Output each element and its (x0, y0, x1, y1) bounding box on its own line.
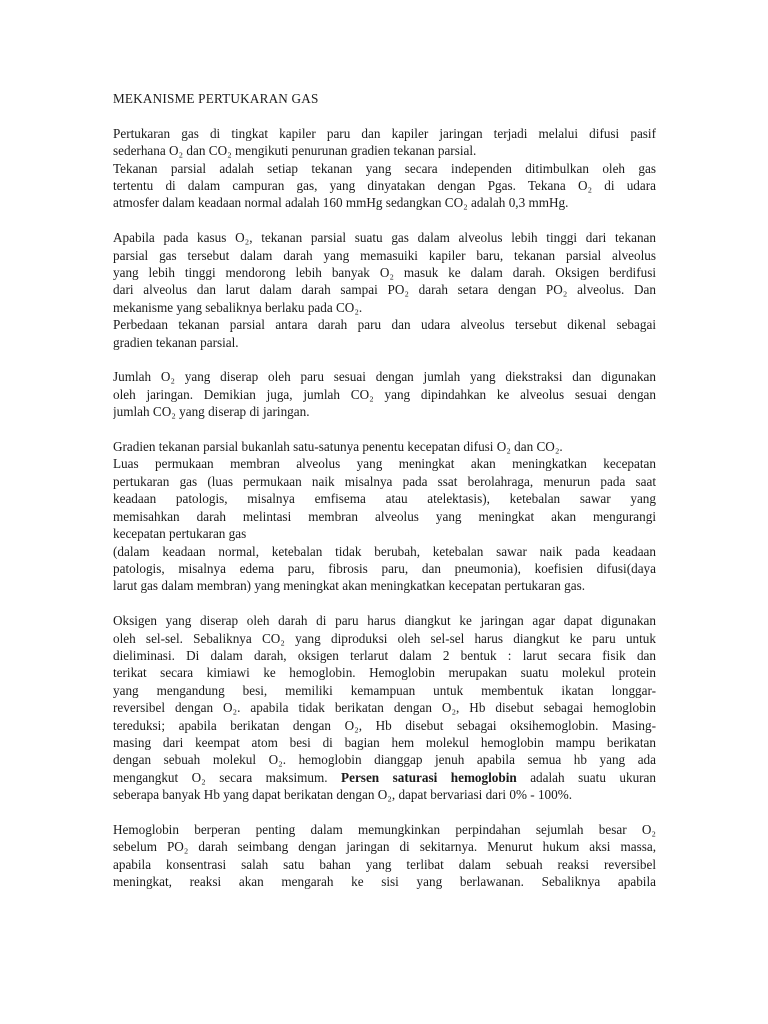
text-line: parsial gas tersebut dalam darah yang memasuiki kapiler baru, tekanan parsial alveolus (113, 247, 656, 263)
text-line: dari alveolus dan larut dalam darah sampai PO₂ darah setara dengan PO₂ alveolus. Dan (113, 282, 656, 298)
text-line: terikat secara kimiawi ke hemoglobin. Hemoglobin merupakan suatu molekul protein (113, 665, 656, 681)
paragraph (113, 438, 656, 595)
text-line: keadaan patologis, misalnya emfisema atau atelektasis), ketebalan sawar yang (113, 491, 656, 507)
text-line: (dalam keadaan normal, ketebalan tidak berubah, ketebalan sawar naik pada keadaan (113, 543, 656, 559)
text-line: meningkat, reaksi akan mengarah ke sisi yang berlawanan. Sebaliknya apabila (113, 874, 656, 890)
paragraph (113, 368, 656, 420)
text-line: apabila konsentrasi salah satu bahan yang terlibat dalam sebuah reaksi reversibel (113, 856, 656, 872)
document-title: MEKANISME PERTUKARAN GAS (113, 91, 319, 106)
text-line: reversibel dengan O₂. apabila tidak berikatan dengan O₂, Hb disebut sebagai hemoglobin (113, 700, 656, 716)
text-line: Tekanan parsial adalah setiap tekanan yang secara independen ditimbulkan oleh gas (113, 160, 656, 176)
text-line: gradien tekanan parsial. (113, 334, 239, 350)
bold-term: Persen saturasi hemoglobin (341, 769, 517, 785)
text-line: yang mengandung besi, memiliki kemampuan untuk membentuk ikatan longgar- (113, 682, 656, 698)
text-line: atmosfer dalam keadaan normal adalah 160 mmHg sedangkan CO₂ adalah 0,3 mmHg. (113, 195, 569, 211)
paragraph (113, 125, 656, 212)
text-segment: mengangkut O₂ secara maksimum. (113, 769, 342, 785)
text-line: Gradien tekanan parsial bukanlah satu-satunya penentu kecepatan difusi O₂ dan CO₂. (113, 439, 563, 455)
paragraph (113, 612, 656, 803)
text-line: mekanisme yang sebaliknya berlaku pada CO₂. (113, 299, 363, 315)
text-line: oleh jaringan. Demikian juga, jumlah CO₂ yang dipindahkan ke alveolus sesuai dengan (113, 386, 656, 402)
text-line (113, 769, 656, 786)
document-body (113, 90, 656, 908)
paragraph (113, 229, 656, 351)
text-line: sederhana O₂ dan CO₂ mengikuti penurunan gradien tekanan parsial. (113, 143, 477, 159)
text-line: Apabila pada kasus O₂, tekanan parsial suatu gas dalam alveolus lebih tinggi dari tekanan (113, 230, 656, 246)
paragraph-container (113, 125, 656, 891)
text-line: Luas permukaan membran alveolus yang meningkat akan meningkatkan kecepatan (113, 456, 656, 472)
paragraph (113, 821, 656, 891)
text-line: Hemoglobin berperan penting dalam memungkinkan perpindahan sejumlah besar O₂ (113, 821, 656, 837)
text-line: masing dari keempat atom besi di bagian hem molekul hemoglobin mampu berikatan (113, 734, 656, 750)
text-line: Jumlah O₂ yang diserap oleh paru sesuai dengan jumlah yang diekstraksi dan digunakan (113, 369, 656, 385)
text-line: pertukaran gas (luas permukaan naik misalnya pada ssat berolahraga, menurun pada saat (113, 473, 656, 489)
text-line: patologis, misalnya edema paru, fibrosis paru, dan pneumonia), koefisien difusi(daya (113, 560, 656, 576)
text-line: kecepatan pertukaran gas (113, 526, 247, 542)
text-line: tertentu di dalam campuran gas, yang dinyatakan dengan Pgas. Tekana O₂ di udara (113, 178, 656, 194)
text-line: tereduksi; apabila berikatan dengan O₂, Hb disebut sebagai oksihemoglobin. Masing- (113, 717, 656, 733)
text-line: Perbedaan tekanan parsial antara darah paru dan udara alveolus tersebut dikenal sebagai (113, 317, 656, 333)
text-line: Oksigen yang diserap oleh darah di paru harus diangkut ke jaringan agar dapat digunakan (113, 613, 656, 629)
text-line: sebelum PO₂ darah seimbang dengan jaringan di sekitarnya. Menurut hukum aksi massa, (113, 839, 656, 855)
text-line: yang lebih tinggi mendorong lebih banyak O₂ masuk ke dalam darah. Oksigen berdifusi (113, 265, 656, 281)
text-line: seberapa banyak Hb yang dapat berikatan dengan O₂, dapat bervariasi dari 0% - 100%. (113, 787, 573, 803)
text-line: jumlah CO₂ yang diserap di jaringan. (113, 404, 310, 420)
text-line: oleh sel-sel. Sebaliknya CO₂ yang diproduksi oleh sel-sel harus diangkut ke paru untuk (113, 630, 656, 646)
text-line: larut gas dalam membran) yang meningkat akan meningkatkan kecepatan pertukaran gas. (113, 578, 586, 594)
text-line: Pertukaran gas di tingkat kapiler paru dan kapiler jaringan terjadi melalui difusi pasif (113, 125, 656, 141)
text-line: dengan sebuah molekul O₂. hemoglobin dianggap jenuh apabila semua hb yang ada (113, 752, 656, 768)
text-line: memisahkan darah melintasi membran alveolus yang meningkat akan mengurangi (113, 508, 656, 524)
text-segment: adalah suatu ukuran (516, 769, 656, 785)
text-line: dieliminasi. Di dalam darah, oksigen terlarut dalam 2 bentuk : larut secara fisik dan (113, 647, 656, 663)
